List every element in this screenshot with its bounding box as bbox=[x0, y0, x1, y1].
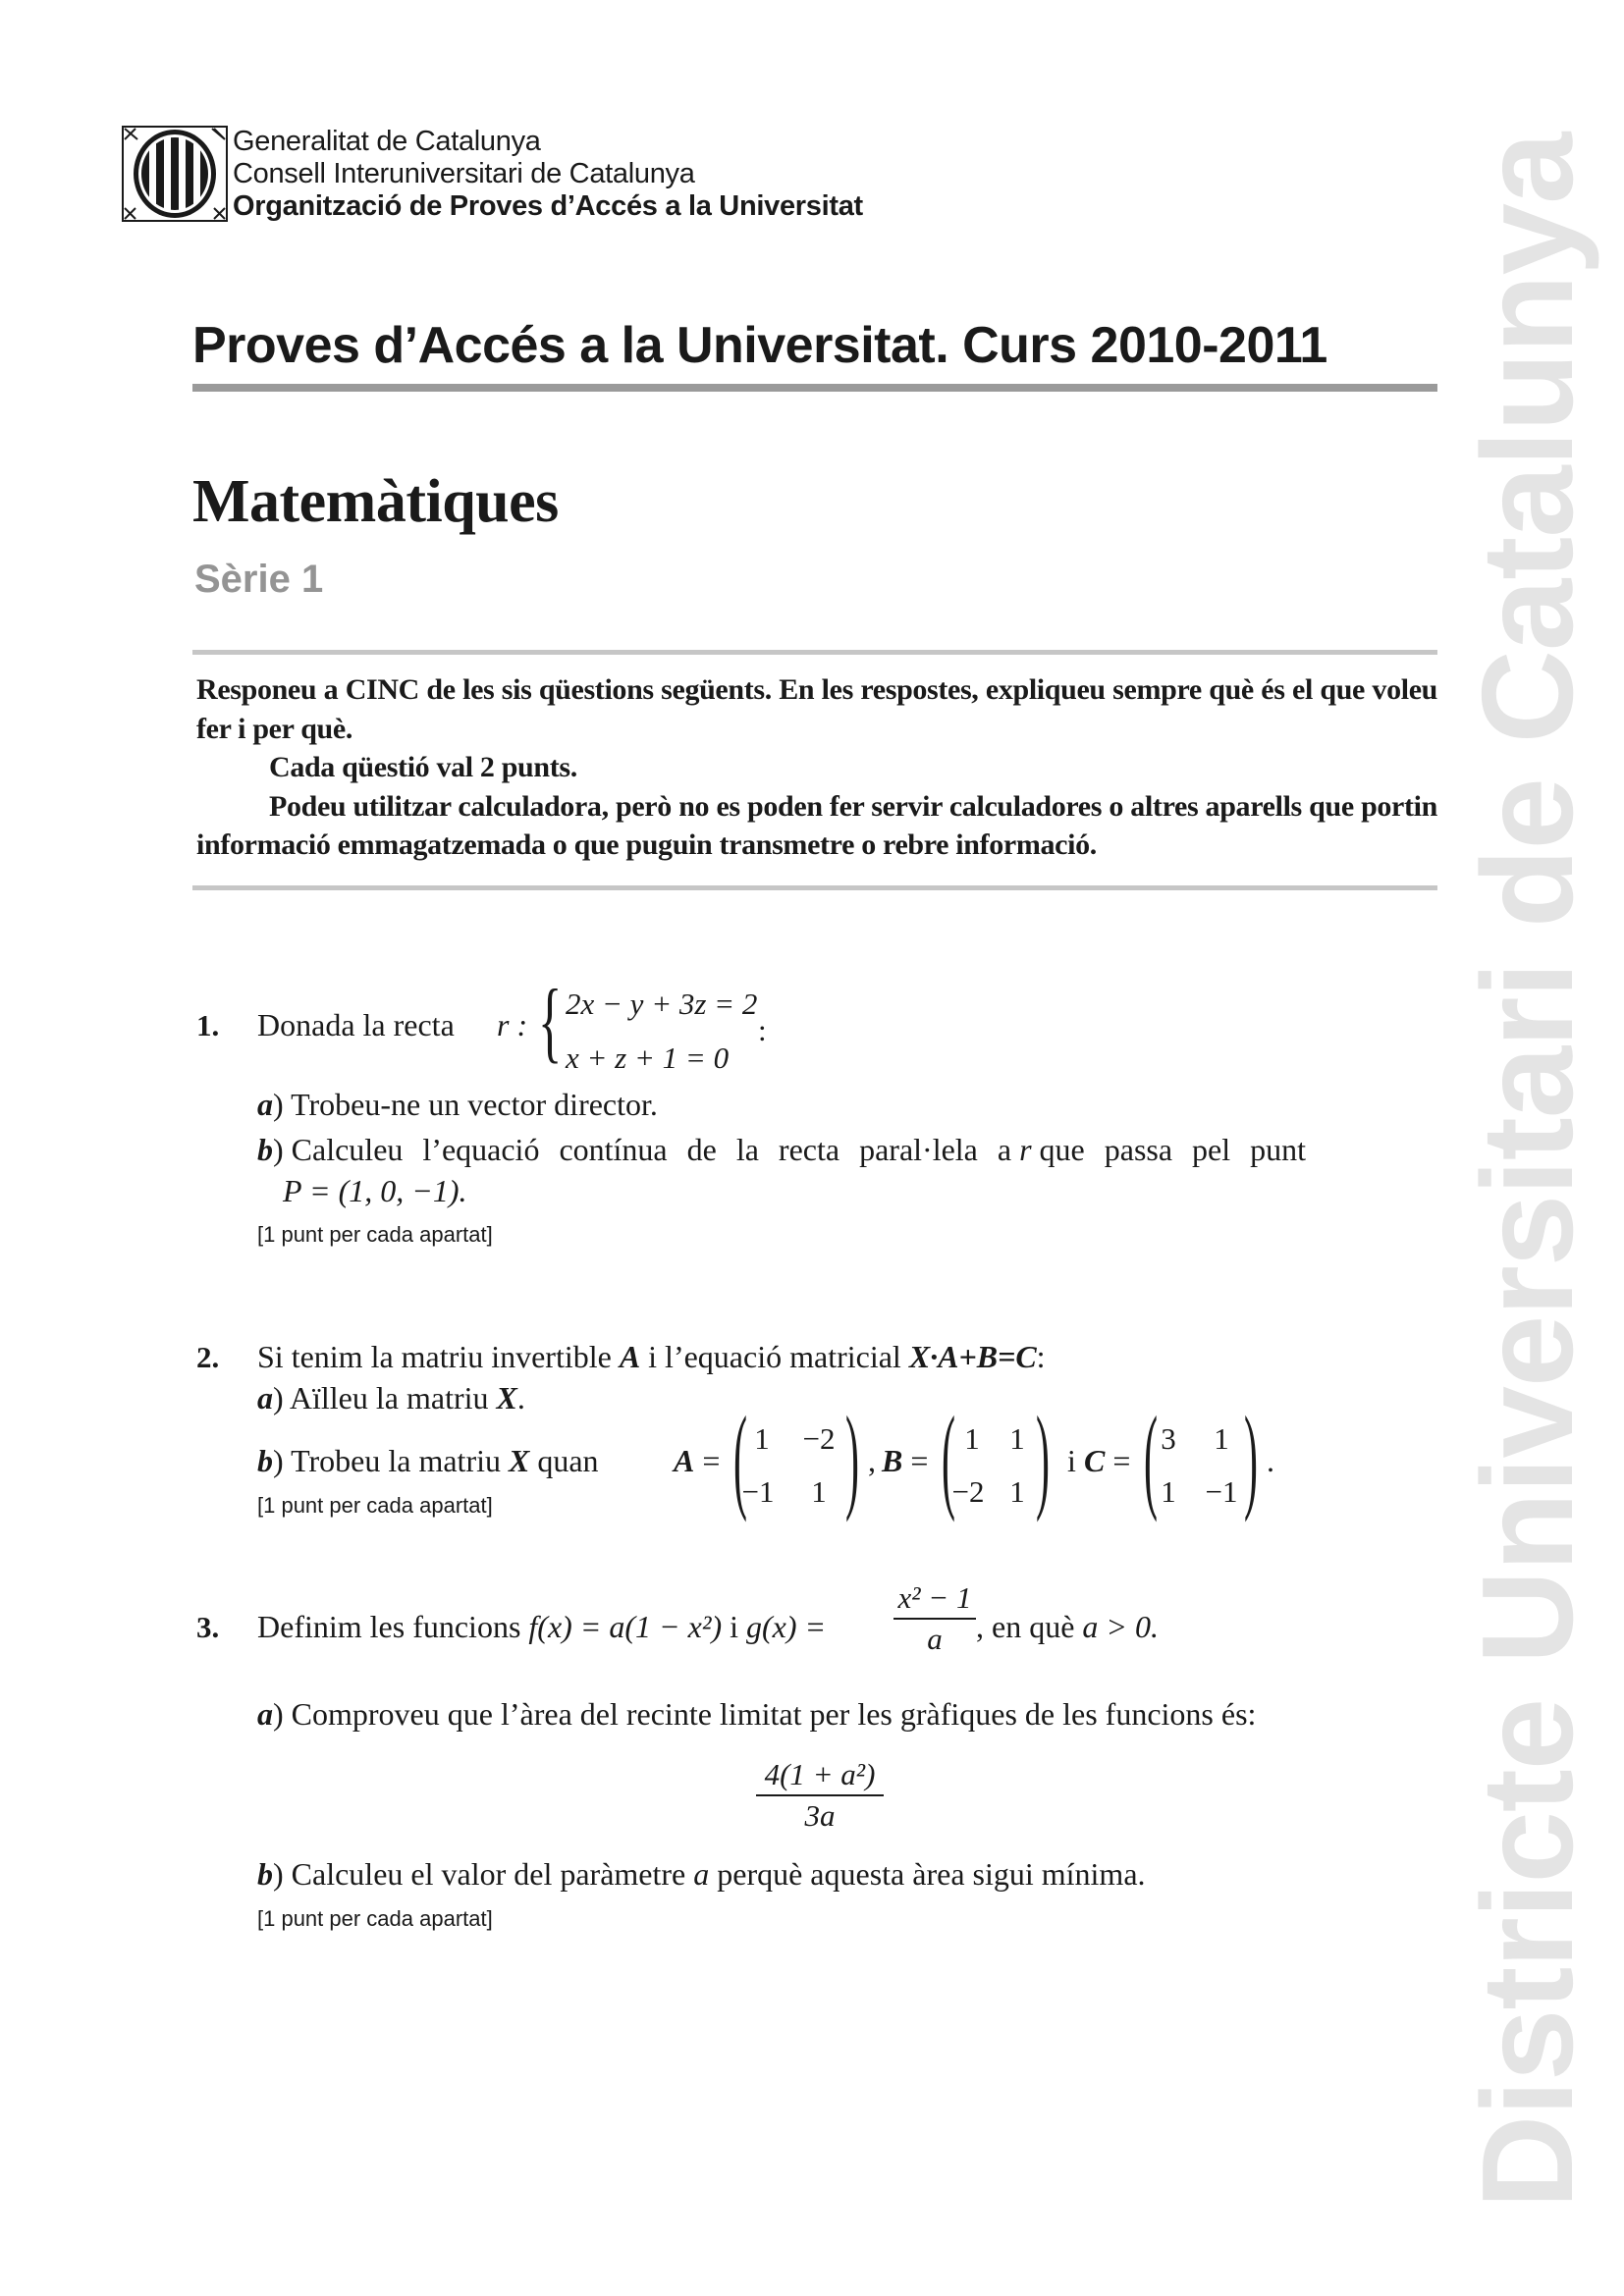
part-b: b) Trobeu la matriu X quan bbox=[257, 1443, 599, 1478]
part-b: b) Calculeu l’equació contínua de la recta paral·lela a r que passa pel punt bbox=[257, 1132, 1307, 1167]
matrix-cell: −1 bbox=[1205, 1474, 1238, 1509]
intro-text: Definim les funcions bbox=[257, 1609, 521, 1644]
matrix-a-ref: A bbox=[619, 1339, 641, 1374]
function-g-fraction bbox=[893, 1580, 976, 1657]
part-a: a) Trobeu-ne un vector director. bbox=[257, 1087, 658, 1122]
matrix-cell: 1 bbox=[1009, 1421, 1025, 1456]
part-text: Trobeu la matriu bbox=[291, 1443, 501, 1478]
question-number: 3. bbox=[196, 1610, 220, 1644]
part-b: b) Calculeu el valor del paràmetre a perquè aquesta àrea sigui mínima. bbox=[257, 1856, 1146, 1892]
g-denominator bbox=[893, 1622, 976, 1657]
matrix-separator: , bbox=[868, 1443, 876, 1478]
area-numerator bbox=[756, 1757, 884, 1792]
equation-2 bbox=[566, 1041, 729, 1076]
part-b-point bbox=[283, 1173, 466, 1209]
part-text: Aïlleu la matriu bbox=[289, 1380, 489, 1415]
matrix-b bbox=[937, 1392, 1064, 1522]
area-denominator bbox=[756, 1798, 884, 1834]
intro-text-2: i l’equació matricial bbox=[648, 1339, 901, 1374]
line-name bbox=[497, 1007, 527, 1043]
line-r-label: r : bbox=[497, 1007, 528, 1042]
matrix-separator: i bbox=[1067, 1443, 1076, 1478]
fraction-bar bbox=[893, 1618, 976, 1620]
condition bbox=[976, 1609, 1159, 1645]
question-number: 2. bbox=[196, 1340, 220, 1374]
matrix-cell: 1 bbox=[964, 1421, 980, 1456]
org-line-generalitat: Generalitat de Catalunya bbox=[233, 126, 541, 157]
points-note: [1 punt per cada apartat] bbox=[257, 1493, 493, 1518]
area-formula bbox=[756, 1757, 884, 1834]
district-watermark: Districte Universitari de Catalunya bbox=[1455, 133, 1599, 2209]
title-divider bbox=[192, 384, 1437, 392]
fraction-bar bbox=[756, 1794, 884, 1796]
equation-1 bbox=[566, 987, 757, 1022]
conjunction: i bbox=[730, 1609, 738, 1644]
left-paren-icon: ( bbox=[941, 1392, 955, 1522]
series-label: Sèrie 1 bbox=[194, 558, 324, 601]
left-paren-icon: ( bbox=[1143, 1392, 1158, 1522]
g-numerator-text: x² − 1 bbox=[897, 1580, 972, 1615]
equation-2-text: x + z + 1 = 0 bbox=[566, 1041, 730, 1075]
right-paren-icon: ) bbox=[1035, 1392, 1050, 1522]
part-label: a bbox=[257, 1380, 273, 1415]
matrix-cell: 1 bbox=[811, 1474, 827, 1509]
part-text: Trobeu-ne un vector director. bbox=[291, 1087, 658, 1122]
left-brace-icon: { bbox=[538, 971, 563, 1071]
part-var: r bbox=[1019, 1132, 1032, 1167]
organization-header bbox=[233, 126, 863, 223]
part-text: Calculeu el valor del paràmetre bbox=[291, 1856, 686, 1892]
part-var: X bbox=[496, 1380, 517, 1415]
part-text-2: que passa pel punt bbox=[1039, 1132, 1307, 1167]
points-note: [1 punt per cada apartat] bbox=[257, 1906, 493, 1931]
matrix-cell: −2 bbox=[802, 1421, 836, 1456]
intro-text: Si tenim la matriu invertible bbox=[257, 1339, 612, 1374]
part-text: Comproveu que l’àrea del recinte limitat per les gràfiques de les funcions és: bbox=[291, 1696, 1257, 1732]
system-colon: : bbox=[758, 1013, 767, 1047]
part-label: b bbox=[257, 1132, 273, 1167]
question-intro: Donada la recta bbox=[257, 1007, 455, 1042]
matrix-a bbox=[729, 1392, 876, 1522]
equation-1-text: 2x − y + 3z = 2 bbox=[566, 987, 758, 1021]
area-numerator-text: 4(1 + a²) bbox=[764, 1757, 876, 1791]
matrix-c-label: C = bbox=[1084, 1443, 1131, 1478]
point-p: P = (1, 0, −1). bbox=[283, 1173, 467, 1208]
g-numerator bbox=[893, 1580, 976, 1616]
instruction-2: Cada qüestió val 2 punts. bbox=[269, 751, 577, 783]
part-text-2: quan bbox=[537, 1443, 599, 1478]
matrix-cell: 1 bbox=[754, 1421, 770, 1456]
points-note: [1 punt per cada apartat] bbox=[257, 1222, 493, 1247]
part-text-2: perquè aquesta àrea sigui mínima. bbox=[717, 1856, 1146, 1892]
matrix-b-label: B = bbox=[882, 1443, 929, 1478]
left-paren-icon: ( bbox=[732, 1392, 747, 1522]
part-label: b bbox=[257, 1856, 273, 1892]
right-paren-icon: ) bbox=[844, 1392, 859, 1522]
matrix-cell: 1 bbox=[1214, 1421, 1229, 1456]
org-line-consell: Consell Interuniversitari de Catalunya bbox=[233, 158, 695, 189]
part-label: b bbox=[257, 1443, 273, 1478]
generalitat-logo-icon bbox=[122, 126, 228, 222]
matrix-cell: −1 bbox=[741, 1474, 775, 1509]
question-number: 1. bbox=[196, 1008, 220, 1042]
question-intro bbox=[257, 1609, 826, 1645]
instructions-top-divider bbox=[192, 650, 1437, 655]
subject-title: Matemàtiques bbox=[192, 468, 559, 535]
part-end: . bbox=[516, 1380, 525, 1415]
matrix-name: C bbox=[1084, 1443, 1106, 1478]
condition-expr: a > 0. bbox=[1082, 1609, 1159, 1644]
instructions-bottom-divider bbox=[192, 885, 1437, 890]
matrix-a-label: A = bbox=[674, 1443, 721, 1478]
exam-title: Proves d’Accés a la Universitat. Curs 2010-2011 bbox=[192, 317, 1327, 374]
intro-end: : bbox=[1036, 1339, 1046, 1374]
matrix-name: B bbox=[882, 1443, 903, 1478]
matrix-name: A bbox=[674, 1443, 695, 1478]
matrix-cell: 1 bbox=[1161, 1474, 1176, 1509]
part-a: a) Aïlleu la matriu X. bbox=[257, 1380, 525, 1415]
part-var: X bbox=[508, 1443, 530, 1478]
matrix-equation: X·A+B=C bbox=[908, 1339, 1037, 1374]
matrix-c bbox=[1139, 1392, 1267, 1522]
part-label: a bbox=[257, 1087, 273, 1122]
function-f: f(x) = a(1 − x²) bbox=[528, 1609, 723, 1644]
condition-text: , en què bbox=[976, 1609, 1075, 1644]
g-denominator-text: a bbox=[927, 1622, 943, 1656]
matrix-cell: −2 bbox=[951, 1474, 985, 1509]
matrix-cell: 3 bbox=[1161, 1421, 1176, 1456]
part-a: a) Comproveu que l’àrea del recinte limitat per les gràfiques de les funcions és: bbox=[257, 1696, 1257, 1732]
part-label: a bbox=[257, 1696, 273, 1732]
question-intro bbox=[257, 1339, 1046, 1375]
part-text: Calculeu l’equació contínua de la recta paral·lela a bbox=[291, 1132, 1012, 1167]
area-denominator-text: 3a bbox=[804, 1798, 836, 1833]
instruction-3: Podeu utilitzar calculadora, però no es poden fer servir calculadores o altres aparells que portin informació emmagatzemada o que puguin transmetre o rebre informació. bbox=[196, 789, 1437, 861]
instruction-1: Responeu a CINC de les sis qüestions següents. En les respostes, expliqueu sempre què és el que voleu fer i per què. bbox=[196, 673, 1437, 745]
org-line-organitzacio: Organització de Proves d’Accés a la Universitat bbox=[233, 190, 863, 222]
instructions bbox=[196, 670, 1437, 865]
part-var: a bbox=[693, 1856, 710, 1892]
matrix-separator: . bbox=[1267, 1443, 1274, 1478]
matrix-cell: 1 bbox=[1009, 1474, 1025, 1509]
function-g-lhs: g(x) = bbox=[745, 1609, 827, 1644]
right-paren-icon: ) bbox=[1243, 1392, 1258, 1522]
